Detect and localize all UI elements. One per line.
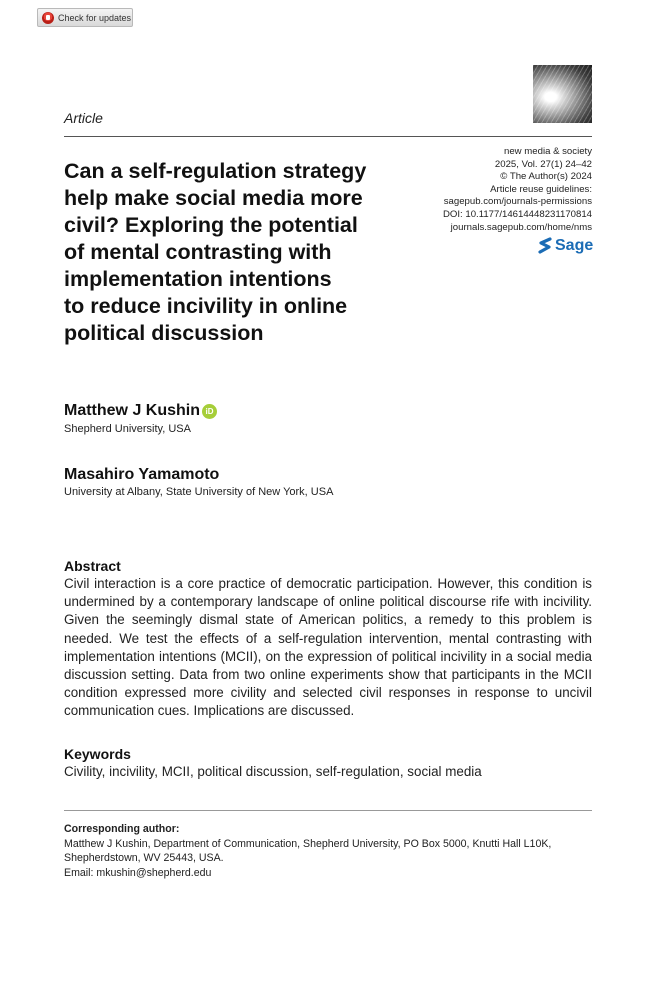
orcid-icon[interactable]: iD — [202, 404, 217, 419]
check-for-updates-label: Check for updates — [58, 12, 132, 23]
permissions-link[interactable]: sagepub.com/journals-permissions — [443, 196, 592, 208]
sage-logo-text: Sage — [555, 237, 594, 254]
keywords-text: Civility, incivility, MCII, political discussion, self-regulation, social media — [64, 764, 482, 779]
journal-home-link[interactable]: journals.sagepub.com/home/nms — [450, 221, 592, 233]
title-line: of mental contrasting with — [64, 240, 332, 264]
reuse-guidelines-label: Article reuse guidelines: — [490, 183, 592, 195]
corresponding-author-note — [64, 822, 592, 880]
author-1 — [64, 402, 217, 420]
abstract-heading: Abstract — [64, 558, 121, 574]
author-1-affiliation: Shepherd University, USA — [64, 423, 191, 435]
journal-cover-thumbnail — [533, 65, 592, 123]
journal-name: new media & society — [504, 146, 592, 157]
title-line: Can a self-regulation strategy — [64, 159, 367, 183]
corresponding-author-city: Shepherdstown, WV 25443, USA. — [64, 852, 224, 865]
keywords-heading: Keywords — [64, 746, 131, 762]
article-title — [64, 158, 419, 347]
footnote-divider — [64, 810, 592, 811]
doi-link[interactable]: DOI: 10.1177/14614448231170814 — [442, 208, 592, 220]
title-line: to reduce incivility in online — [64, 294, 348, 318]
article-type-label: Article — [64, 110, 103, 126]
sage-logo — [538, 237, 593, 255]
author-2-name[interactable]: Masahiro Yamamoto — [64, 466, 220, 483]
author-2-affiliation: University at Albany, State University of New York, USA — [64, 486, 334, 498]
title-line: help make social media more — [64, 186, 363, 210]
author-1-name[interactable]: Matthew J Kushin — [64, 402, 201, 419]
journal-volume: 2025, Vol. 27(1) 24–42 — [494, 158, 592, 170]
title-line: civil? Exploring the potential — [64, 213, 358, 237]
corresponding-author-heading: Corresponding author: — [64, 823, 180, 835]
header-divider — [64, 136, 592, 137]
title-line: implementation intentions — [64, 267, 332, 291]
check-for-updates-button[interactable] — [37, 8, 133, 27]
copyright: © The Author(s) 2024 — [500, 171, 592, 183]
bookmark-refresh-icon — [42, 12, 54, 24]
corresponding-author-email[interactable]: Email: mkushin@shepherd.edu — [64, 866, 212, 879]
title-line: political discussion — [64, 321, 264, 345]
sage-s-icon — [538, 237, 552, 255]
corresponding-author-address: Matthew J Kushin, Department of Communication, Shepherd University, PO Box 5000, Knutti Hall L10K, — [64, 837, 552, 850]
abstract-text: Civil interaction is a core practice of democratic participation. However, this condition is undermined by a contemporary landscape of online political discourse rife with incivility. Given the seemingly dismal state of American politics, a remedy to this problem is needed. We test the effects of a self-regulation intervention, mental contrasting with implementation intentions (MCII), on the expression of political incivility in a social media discussion setting. Data from two online experiments show that participants in the MCII condition expressed more civility and selected civil responses in response to uncivil communication cues. Implications are discussed. — [64, 576, 592, 719]
